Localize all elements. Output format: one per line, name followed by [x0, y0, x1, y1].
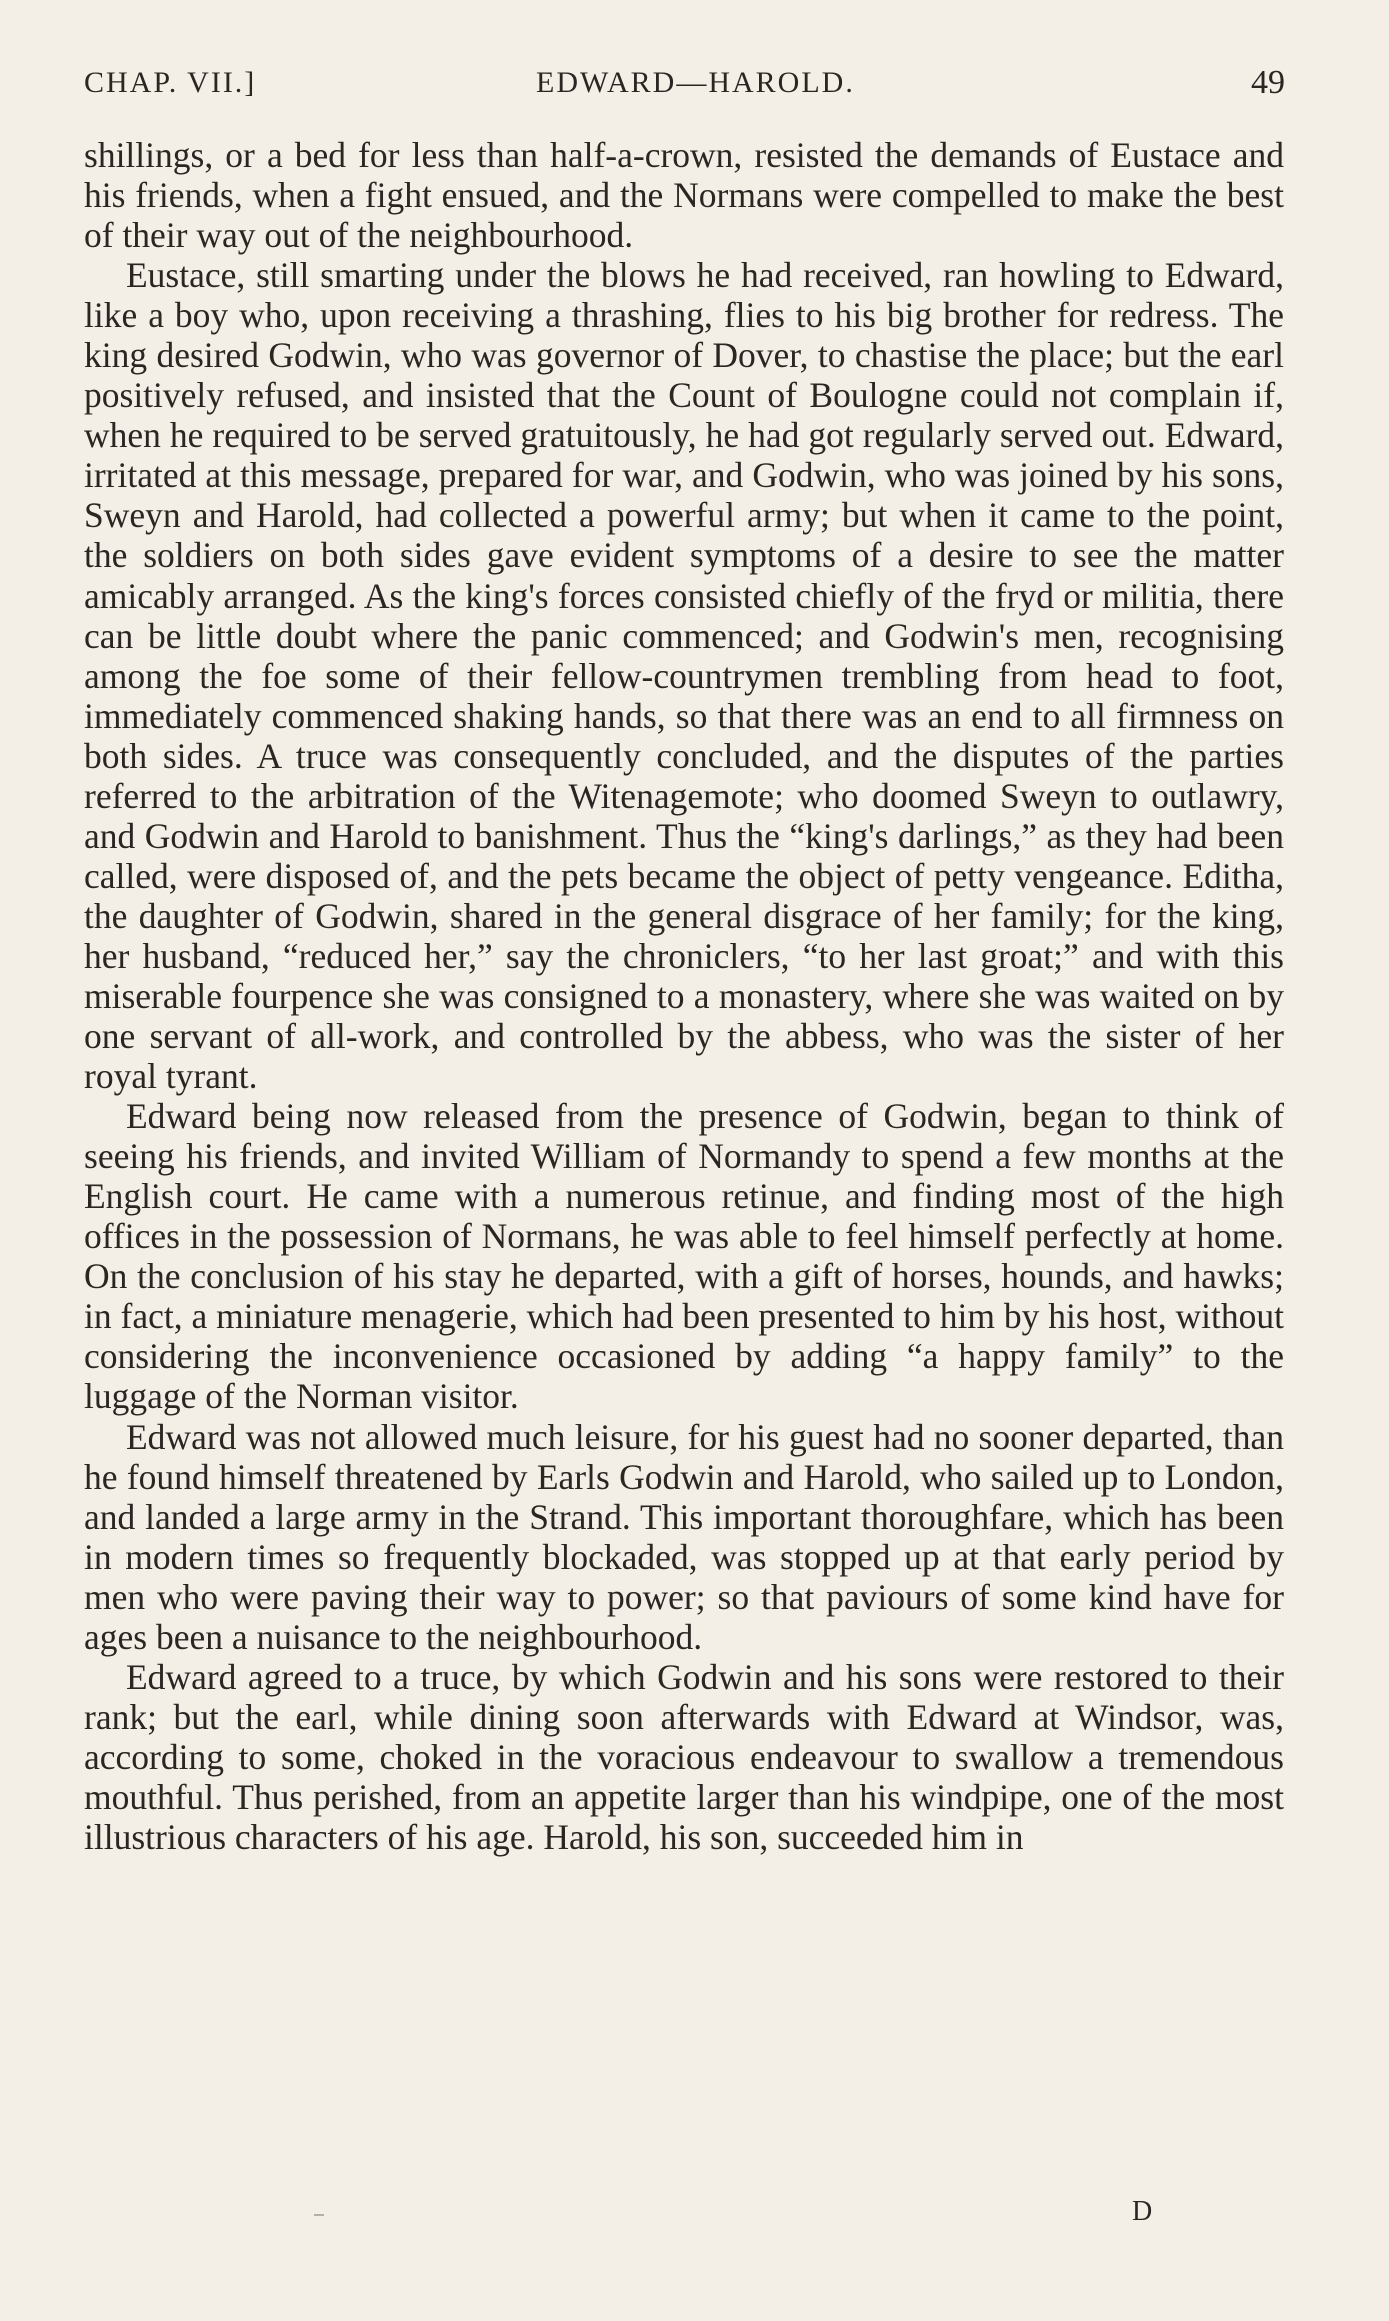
signature-mark: D — [1132, 2196, 1154, 2227]
paragraph: Eustace, still smarting under the blows he had received, ran howling to Edward, like a boy who, upon receiving a thrashing, flies to his big brother for redress. The king desired Godwin, who was governor of Dover, to chastise the place; but the earl positively refused, and insisted that the Count of Boulogne could not complain if, when he required to be served gratuitously, he had got regularly served out. Edward, irritated at this message, prepared for war, and Godwin, who was joined by his sons, Sweyn and Harold, had collected a powerful army; but when it came to the point, the soldiers on both sides gave evident symptoms of a desire to see the matter amicably arranged. As the king's forces consisted chiefly of the fryd or militia, there can be little doubt where the panic commenced; and Godwin's men, recognising among the foe some of their fellow-countrymen trembling from head to foot, immediately commenced shaking hands, so that there was an end to all firmness on both sides. A truce was consequently concluded, and the disputes of the parties referred to the arbitration of the Witenagemote; who doomed Sweyn to outlawry, and Godwin and Harold to banishment. Thus the “king's darlings,” as they had been called, were disposed of, and the pets became the object of petty vengeance. Editha, the daughter of Godwin, shared in the general disgrace of her family; for the king, her husband, “reduced her,” say the chroniclers, “to her last groat;” and with this miserable fourpence she was consigned to a monastery, where she was waited on by one servant of all-work, and controlled by the abbess, who was the sister of her royal tyrant. — [84, 255, 1284, 1097]
chapter-label: CHAP. VII.] — [84, 66, 257, 99]
text-body — [84, 135, 1284, 1857]
running-title: EDWARD—HAROLD. — [536, 66, 855, 99]
paragraph: shillings, or a bed for less than half-a-crown, resisted the demands of Eustace and his friends, when a fight ensued, and the Normans were compelled to make the best of their way out of the neighbourhood. — [84, 135, 1284, 256]
print-speck — [314, 2214, 324, 2216]
paragraph: Edward being now released from the presence of Godwin, began to think of seeing his friends, and invited William of Normandy to spend a few months at the English court. He came with a numerous retinue, and finding most of the high offices in the possession of Normans, he was able to feel himself perfectly at home. On the conclusion of his stay he departed, with a gift of horses, hounds, and hawks; in fact, a miniature menagerie, which had been presented to him by his host, without considering the inconvenience occasioned by adding “a happy family” to the luggage of the Norman visitor. — [84, 1096, 1284, 1417]
running-head — [84, 66, 1285, 110]
paragraph: Edward agreed to a truce, by which Godwin and his sons were restored to their rank; but the earl, while dining soon afterwards with Edward at Windsor, was, according to some, choked in the voracious endeavour to swallow a tremendous mouthful. Thus perished, from an appetite larger than his windpipe, one of the most illustrious characters of his age. Harold, his son, succeeded him in — [84, 1656, 1284, 1857]
page-number: 49 — [1251, 64, 1285, 101]
paragraph: Edward was not allowed much leisure, for his guest had no sooner departed, than he found himself threatened by Earls Godwin and Harold, who sailed up to London, and landed a large army in the Strand. This important thoroughfare, which has been in modern times so frequently blockaded, was stopped up at that early period by men who were paving their way to power; so that paviours of some kind have for ages been a nuisance to the neighbourhood. — [84, 1416, 1284, 1657]
